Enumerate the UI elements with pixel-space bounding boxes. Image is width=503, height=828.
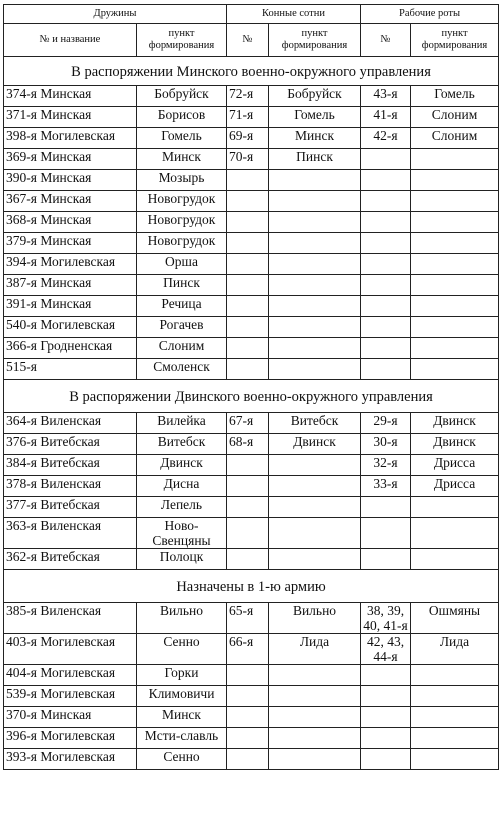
sotnya-num-cell bbox=[227, 749, 269, 770]
sotnya-num-cell bbox=[227, 338, 269, 359]
sotnya-punkt-cell: Лида bbox=[269, 634, 361, 665]
druzhina-name-cell: 369-я Минская bbox=[4, 149, 137, 170]
sotnya-num-cell: 66-я bbox=[227, 634, 269, 665]
druzhina-punkt-cell: Мозырь bbox=[137, 170, 227, 191]
sotnya-num-cell bbox=[227, 296, 269, 317]
rota-num-cell: 43-я bbox=[361, 86, 411, 107]
sotnya-punkt-cell: Пинск bbox=[269, 149, 361, 170]
rota-punkt-cell bbox=[411, 686, 499, 707]
section-header-row bbox=[4, 380, 499, 413]
table-row bbox=[4, 170, 499, 191]
druzhina-punkt-cell: Климовичи bbox=[137, 686, 227, 707]
druzhina-punkt-cell: Витебск bbox=[137, 434, 227, 455]
rota-punkt-cell: Слоним bbox=[411, 107, 499, 128]
rota-num-cell bbox=[361, 149, 411, 170]
druzhina-name-cell: 376-я Витебская bbox=[4, 434, 137, 455]
header-punkt: пункт формирования bbox=[411, 24, 499, 57]
sotnya-num-cell bbox=[227, 497, 269, 518]
rota-num-cell bbox=[361, 296, 411, 317]
druzhina-name-cell: 540-я Могилевская bbox=[4, 317, 137, 338]
table-row bbox=[4, 413, 499, 434]
druzhina-punkt-cell: Борисов bbox=[137, 107, 227, 128]
section-title: В распоряжении Двинского военно-окружного управления bbox=[4, 380, 499, 413]
rota-punkt-cell bbox=[411, 191, 499, 212]
sotnya-num-cell: 68-я bbox=[227, 434, 269, 455]
rota-num-cell bbox=[361, 707, 411, 728]
table-row bbox=[4, 359, 499, 380]
rota-num-cell: 30-я bbox=[361, 434, 411, 455]
druzhina-name-cell: 366-я Гродненская bbox=[4, 338, 137, 359]
druzhina-name-cell: 398-я Могилевская bbox=[4, 128, 137, 149]
table-row bbox=[4, 455, 499, 476]
sotnya-num-cell: 71-я bbox=[227, 107, 269, 128]
rota-punkt-cell bbox=[411, 749, 499, 770]
sotnya-punkt-cell bbox=[269, 497, 361, 518]
table-row bbox=[4, 603, 499, 634]
druzhina-punkt-cell: Ново-Свенцяны bbox=[137, 518, 227, 549]
header-rabochie-roty: Рабочие роты bbox=[361, 5, 499, 24]
rota-num-cell: 42, 43, 44-я bbox=[361, 634, 411, 665]
sotnya-punkt-cell bbox=[269, 549, 361, 570]
rota-punkt-cell bbox=[411, 254, 499, 275]
rota-punkt-cell bbox=[411, 518, 499, 549]
rota-num-cell bbox=[361, 275, 411, 296]
druzhina-punkt-cell: Новогрудок bbox=[137, 212, 227, 233]
rota-num-cell: 41-я bbox=[361, 107, 411, 128]
rota-punkt-cell bbox=[411, 317, 499, 338]
rota-punkt-cell: Лида bbox=[411, 634, 499, 665]
rota-punkt-cell: Двинск bbox=[411, 413, 499, 434]
sotnya-punkt-cell: Бобруйск bbox=[269, 86, 361, 107]
rota-punkt-cell bbox=[411, 338, 499, 359]
sotnya-num-cell bbox=[227, 359, 269, 380]
rota-num-cell bbox=[361, 728, 411, 749]
section-header-row bbox=[4, 57, 499, 86]
header-punkt: пункт формирования bbox=[137, 24, 227, 57]
table-row bbox=[4, 665, 499, 686]
rota-punkt-cell bbox=[411, 549, 499, 570]
table-row bbox=[4, 549, 499, 570]
druzhina-punkt-cell: Вилейка bbox=[137, 413, 227, 434]
table-row bbox=[4, 128, 499, 149]
sotnya-punkt-cell bbox=[269, 191, 361, 212]
sotnya-punkt-cell bbox=[269, 275, 361, 296]
druzhina-punkt-cell: Рогачев bbox=[137, 317, 227, 338]
druzhina-name-cell: 387-я Минская bbox=[4, 275, 137, 296]
table-row bbox=[4, 686, 499, 707]
sotnya-punkt-cell bbox=[269, 728, 361, 749]
sotnya-punkt-cell: Витебск bbox=[269, 413, 361, 434]
rota-punkt-cell: Ошмяны bbox=[411, 603, 499, 634]
sotnya-punkt-cell bbox=[269, 170, 361, 191]
druzhina-punkt-cell: Речица bbox=[137, 296, 227, 317]
druzhina-punkt-cell: Вильно bbox=[137, 603, 227, 634]
druzhina-name-cell: 364-я Виленская bbox=[4, 413, 137, 434]
rota-num-cell bbox=[361, 191, 411, 212]
druzhina-punkt-cell: Новогрудок bbox=[137, 233, 227, 254]
rota-punkt-cell bbox=[411, 233, 499, 254]
rota-num-cell bbox=[361, 170, 411, 191]
sotnya-num-cell bbox=[227, 707, 269, 728]
table-row bbox=[4, 518, 499, 549]
sotnya-num-cell: 70-я bbox=[227, 149, 269, 170]
sotnya-num-cell bbox=[227, 170, 269, 191]
sotnya-num-cell bbox=[227, 455, 269, 476]
druzhina-name-cell: 362-я Витебская bbox=[4, 549, 137, 570]
druzhina-name-cell: 394-я Могилевская bbox=[4, 254, 137, 275]
table-row bbox=[4, 476, 499, 497]
section-header-row bbox=[4, 570, 499, 603]
druzhina-name-cell: 370-я Минская bbox=[4, 707, 137, 728]
rota-num-cell bbox=[361, 549, 411, 570]
rota-num-cell: 42-я bbox=[361, 128, 411, 149]
table-row bbox=[4, 707, 499, 728]
sotnya-num-cell: 69-я bbox=[227, 128, 269, 149]
header-konnye-sotni: Конные сотни bbox=[227, 5, 361, 24]
rota-punkt-cell: Гомель bbox=[411, 86, 499, 107]
sotnya-num-cell: 72-я bbox=[227, 86, 269, 107]
rota-num-cell: 29-я bbox=[361, 413, 411, 434]
rota-punkt-cell bbox=[411, 359, 499, 380]
sotnya-num-cell bbox=[227, 254, 269, 275]
druzhina-name-cell: 378-я Виленская bbox=[4, 476, 137, 497]
rota-num-cell bbox=[361, 212, 411, 233]
table-row bbox=[4, 212, 499, 233]
druzhina-name-cell: 390-я Минская bbox=[4, 170, 137, 191]
druzhina-name-cell: 374-я Минская bbox=[4, 86, 137, 107]
sotnya-punkt-cell bbox=[269, 338, 361, 359]
units-table bbox=[3, 4, 499, 770]
sotnya-num-cell bbox=[227, 317, 269, 338]
header-num: № bbox=[227, 24, 269, 57]
sotnya-num-cell bbox=[227, 686, 269, 707]
rota-num-cell bbox=[361, 518, 411, 549]
sotnya-punkt-cell bbox=[269, 212, 361, 233]
sotnya-punkt-cell bbox=[269, 686, 361, 707]
section-title: Назначены в 1-ю армию bbox=[4, 570, 499, 603]
druzhina-punkt-cell: Сенно bbox=[137, 749, 227, 770]
rota-num-cell bbox=[361, 338, 411, 359]
druzhina-punkt-cell: Лепель bbox=[137, 497, 227, 518]
table-row bbox=[4, 749, 499, 770]
table-row bbox=[4, 317, 499, 338]
sotnya-num-cell bbox=[227, 549, 269, 570]
rota-num-cell bbox=[361, 749, 411, 770]
rota-punkt-cell: Дрисса bbox=[411, 455, 499, 476]
table-row bbox=[4, 338, 499, 359]
druzhina-name-cell: 391-я Минская bbox=[4, 296, 137, 317]
sotnya-punkt-cell bbox=[269, 749, 361, 770]
druzhina-name-cell: 393-я Могилевская bbox=[4, 749, 137, 770]
sotnya-punkt-cell: Гомель bbox=[269, 107, 361, 128]
rota-num-cell: 32-я bbox=[361, 455, 411, 476]
sotnya-punkt-cell bbox=[269, 254, 361, 275]
druzhina-punkt-cell: Гомель bbox=[137, 128, 227, 149]
druzhina-name-cell: 396-я Могилевская bbox=[4, 728, 137, 749]
sotnya-num-cell bbox=[227, 728, 269, 749]
rota-punkt-cell bbox=[411, 497, 499, 518]
table-row bbox=[4, 275, 499, 296]
druzhina-punkt-cell: Минск bbox=[137, 149, 227, 170]
table-row bbox=[4, 254, 499, 275]
druzhina-name-cell: 384-я Витебская bbox=[4, 455, 137, 476]
rota-punkt-cell: Двинск bbox=[411, 434, 499, 455]
rota-punkt-cell bbox=[411, 665, 499, 686]
rota-num-cell bbox=[361, 317, 411, 338]
rota-punkt-cell: Слоним bbox=[411, 128, 499, 149]
rota-num-cell bbox=[361, 233, 411, 254]
table-row bbox=[4, 86, 499, 107]
sotnya-num-cell bbox=[227, 233, 269, 254]
druzhina-punkt-cell: Бобруйск bbox=[137, 86, 227, 107]
table-row bbox=[4, 728, 499, 749]
druzhina-punkt-cell: Слоним bbox=[137, 338, 227, 359]
sotnya-punkt-cell: Минск bbox=[269, 128, 361, 149]
druzhina-punkt-cell: Горки bbox=[137, 665, 227, 686]
druzhina-name-cell: 371-я Минская bbox=[4, 107, 137, 128]
druzhina-name-cell: 377-я Витебская bbox=[4, 497, 137, 518]
sotnya-punkt-cell bbox=[269, 233, 361, 254]
druzhina-name-cell: 368-я Минская bbox=[4, 212, 137, 233]
druzhina-name-cell: 385-я Виленская bbox=[4, 603, 137, 634]
sotnya-punkt-cell bbox=[269, 476, 361, 497]
sotnya-punkt-cell bbox=[269, 707, 361, 728]
sotnya-num-cell bbox=[227, 665, 269, 686]
table-row bbox=[4, 191, 499, 212]
header-num: № bbox=[361, 24, 411, 57]
sotnya-punkt-cell bbox=[269, 359, 361, 380]
sotnya-num-cell bbox=[227, 476, 269, 497]
rota-punkt-cell bbox=[411, 170, 499, 191]
druzhina-punkt-cell: Дисна bbox=[137, 476, 227, 497]
sotnya-punkt-cell bbox=[269, 317, 361, 338]
druzhina-name-cell: 367-я Минская bbox=[4, 191, 137, 212]
druzhina-name-cell: 539-я Могилевская bbox=[4, 686, 137, 707]
druzhina-punkt-cell: Сенно bbox=[137, 634, 227, 665]
druzhina-punkt-cell: Орша bbox=[137, 254, 227, 275]
sotnya-punkt-cell bbox=[269, 455, 361, 476]
rota-punkt-cell: Дрисса bbox=[411, 476, 499, 497]
druzhina-punkt-cell: Новогрудок bbox=[137, 191, 227, 212]
rota-punkt-cell bbox=[411, 707, 499, 728]
sotnya-num-cell: 65-я bbox=[227, 603, 269, 634]
table-row bbox=[4, 149, 499, 170]
rota-punkt-cell bbox=[411, 149, 499, 170]
druzhina-name-cell: 404-я Могилевская bbox=[4, 665, 137, 686]
sotnya-num-cell bbox=[227, 212, 269, 233]
table-row bbox=[4, 233, 499, 254]
rota-punkt-cell bbox=[411, 275, 499, 296]
sotnya-num-cell bbox=[227, 518, 269, 549]
druzhina-punkt-cell: Пинск bbox=[137, 275, 227, 296]
rota-num-cell bbox=[361, 359, 411, 380]
druzhina-punkt-cell: Мсти-славль bbox=[137, 728, 227, 749]
sotnya-punkt-cell bbox=[269, 518, 361, 549]
section-title: В распоряжении Минского военно-окружного управления bbox=[4, 57, 499, 86]
druzhina-name-cell: 379-я Минская bbox=[4, 233, 137, 254]
sotnya-punkt-cell bbox=[269, 296, 361, 317]
druzhina-name-cell: 363-я Виленская bbox=[4, 518, 137, 549]
rota-punkt-cell bbox=[411, 296, 499, 317]
sotnya-punkt-cell: Двинск bbox=[269, 434, 361, 455]
rota-num-cell bbox=[361, 254, 411, 275]
rota-num-cell bbox=[361, 497, 411, 518]
rota-num-cell bbox=[361, 686, 411, 707]
header-punkt: пункт формирования bbox=[269, 24, 361, 57]
table-row bbox=[4, 296, 499, 317]
rota-num-cell bbox=[361, 665, 411, 686]
rota-punkt-cell bbox=[411, 728, 499, 749]
table-row bbox=[4, 434, 499, 455]
sotnya-punkt-cell: Вильно bbox=[269, 603, 361, 634]
table-row bbox=[4, 497, 499, 518]
header-druzhiny: Дружины bbox=[4, 5, 227, 24]
druzhina-punkt-cell: Двинск bbox=[137, 455, 227, 476]
table-row bbox=[4, 107, 499, 128]
druzhina-punkt-cell: Смоленск bbox=[137, 359, 227, 380]
sotnya-num-cell bbox=[227, 191, 269, 212]
druzhina-punkt-cell: Минск bbox=[137, 707, 227, 728]
druzhina-name-cell: 403-я Могилевская bbox=[4, 634, 137, 665]
sotnya-punkt-cell bbox=[269, 665, 361, 686]
table-row bbox=[4, 634, 499, 665]
rota-punkt-cell bbox=[411, 212, 499, 233]
druzhina-punkt-cell: Полоцк bbox=[137, 549, 227, 570]
sotnya-num-cell bbox=[227, 275, 269, 296]
rota-num-cell: 38, 39, 40, 41-я bbox=[361, 603, 411, 634]
sotnya-num-cell: 67-я bbox=[227, 413, 269, 434]
rota-num-cell: 33-я bbox=[361, 476, 411, 497]
druzhina-name-cell: 515-я bbox=[4, 359, 137, 380]
header-num-name: № и название bbox=[4, 24, 137, 57]
